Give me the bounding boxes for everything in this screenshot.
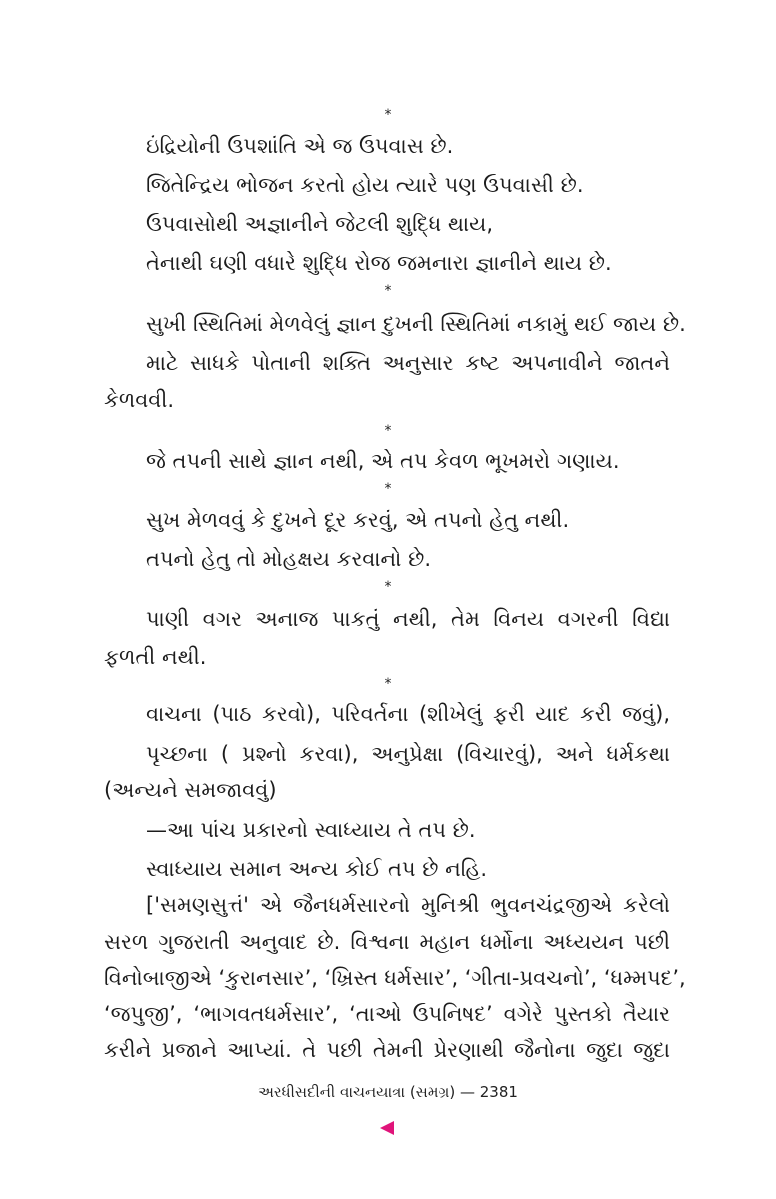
page-footer: અરધીસદીની વાચનયાત્રા (સમગ્ર) — 2381 xyxy=(258,1083,518,1101)
text-line: સુખ મેળવવું કે દુખને દૂર કરવું, એ તપનો હેતુ નથી. xyxy=(146,508,570,532)
prev-page-arrow-icon[interactable] xyxy=(380,1121,394,1135)
section-separator: * xyxy=(384,107,392,123)
text-line: જે તપની સાથે જ્ઞાન નથી, એ તપ કેવળ ભૂખમરો ગણાય. xyxy=(146,449,620,473)
text-line: કેળવવી. xyxy=(104,388,175,412)
text-line: પાણી વગર અનાજ પાકતું નથી, તેમ વિનય વગરની વિદ્યા xyxy=(146,607,670,631)
section-separator: * xyxy=(384,481,392,497)
text-line: સુખી સ્થિતિમાં મેળવેલું જ્ઞાન દુખની સ્થિતિમાં નકામું થઈ જાય છે. xyxy=(146,312,686,336)
text-line: —આ પાંચ પ્રકારનો સ્વાધ્યાય તે તપ છે. xyxy=(146,818,476,842)
text-line: માટે સાધકે પોતાની શક્તિ અનુસાર કષ્ટ અપનાવીને જાતને xyxy=(146,351,670,375)
section-separator: * xyxy=(384,579,392,595)
note-line: ['સમણસુત્તં' એ જૈનધર્મસારનો મુનિશ્રી ભુવનચંદ્રજીએ કરેલો xyxy=(146,893,670,917)
section-separator: * xyxy=(384,423,392,439)
text-line: ઇંદ્રિયોની ઉપશાંતિ એ જ ઉપવાસ છે. xyxy=(146,134,454,158)
note-line: સરળ ગુજરાતી અનુવાદ છે. વિશ્વના મહાન ધર્મોના અધ્યયન પછી xyxy=(104,930,670,954)
text-line: તપનો હેતુ તો મોહક્ષય કરવાનો છે. xyxy=(146,547,432,571)
text-line: પૃચ્છના ( પ્રશ્નો કરવા), અનુપ્રેક્ષા (વિચારવું), અને ધર્મકથા xyxy=(146,742,670,766)
text-line: (અન્યને સમજાવવું) xyxy=(104,778,277,802)
text-line: ફળતી નથી. xyxy=(104,645,207,669)
text-line: સ્વાધ્યાય સમાન અન્ય કોઈ તપ છે નહિ. xyxy=(146,857,488,881)
section-separator: * xyxy=(384,283,392,299)
note-line: કરીને પ્રજાને આપ્યાં. તે પછી તેમની પ્રેરણાથી જૈનોના જુદા જુદા xyxy=(104,1038,670,1062)
note-line: વિનોબાજીએ ‘કુરાનસાર’, ‘ખ્રિસ્ત ધર્મસાર’, ‘ગીતા-પ્રવચનો’, ‘ધમ્મપદ’, xyxy=(104,966,686,990)
text-line: તેનાથી ઘણી વધારે શુદ્ધિ રોજ જમનારા જ્ઞાનીને થાય છે. xyxy=(146,251,612,275)
text-line: જિતેન્દ્રિય ભોજન કરતો હોય ત્યારે પણ ઉપવાસી છે. xyxy=(146,173,584,197)
note-line: ‘જપુજી’, ‘ભાગવતધર્મસાર’, ‘તાઓ ઉપનિષદ’ વગેરે પુસ્તકો તૈયાર xyxy=(104,1002,670,1026)
text-line: ઉપવાસોથી અજ્ઞાનીને જેટલી શુદ્ધિ થાય, xyxy=(146,212,493,236)
section-separator: * xyxy=(384,676,392,692)
text-line: વાચના (પાઠ કરવો), પરિવર્તના (શીખેલું ફરી યાદ કરી જવું), xyxy=(146,702,670,726)
